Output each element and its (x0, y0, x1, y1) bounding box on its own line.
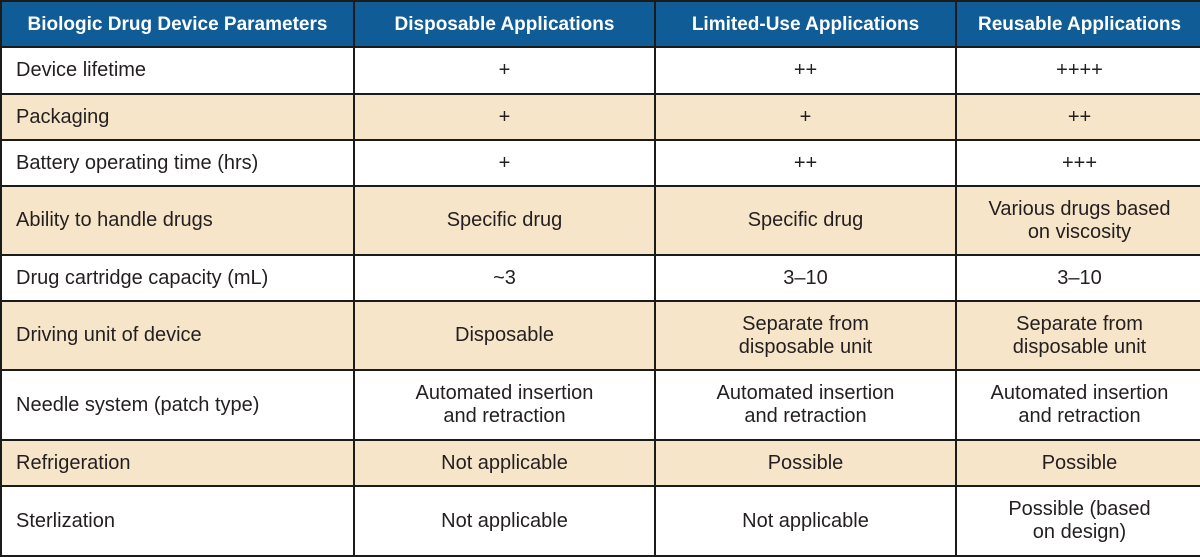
table-cell: 3–10 (957, 256, 1200, 300)
header-disposable: Disposable Applications (355, 2, 654, 46)
table-cell: ++ (957, 95, 1200, 139)
table-cell: 3–10 (656, 256, 955, 300)
table-cell: Automated insertion and retraction (957, 371, 1200, 439)
row-label: Battery operating time (hrs) (2, 141, 353, 185)
header-parameters: Biologic Drug Device Parameters (2, 2, 353, 46)
row-label: Device lifetime (2, 48, 353, 93)
table-cell: + (355, 141, 654, 185)
table-cell: Not applicable (355, 441, 654, 485)
row-label: Needle system (patch type) (2, 371, 353, 439)
table-cell: Not applicable (355, 487, 654, 555)
table-cell: Separate from disposable unit (656, 302, 955, 369)
table-cell: Possible (957, 441, 1200, 485)
table-cell: Automated insertion and retraction (355, 371, 654, 439)
row-label: Ability to handle drugs (2, 187, 353, 254)
row-label: Refrigeration (2, 441, 353, 485)
table-cell: ~3 (355, 256, 654, 300)
table-cell: Not applicable (656, 487, 955, 555)
table-cell: Automated insertion and retraction (656, 371, 955, 439)
table-cell: Possible (656, 441, 955, 485)
row-label: Sterlization (2, 487, 353, 555)
table-cell: ++ (656, 48, 955, 93)
table-cell: Specific drug (656, 187, 955, 254)
table-cell: ++ (656, 141, 955, 185)
row-label: Packaging (2, 95, 353, 139)
table-cell: Possible (based on design) (957, 487, 1200, 555)
table-cell: Separate from disposable unit (957, 302, 1200, 369)
row-label: Drug cartridge capacity (mL) (2, 256, 353, 300)
header-limited-use: Limited-Use Applications (656, 2, 955, 46)
row-label: Driving unit of device (2, 302, 353, 369)
table-cell: +++ (957, 141, 1200, 185)
table-cell: Disposable (355, 302, 654, 369)
table-cell: + (355, 95, 654, 139)
table-cell: Specific drug (355, 187, 654, 254)
table-cell: Various drugs based on viscosity (957, 187, 1200, 254)
table-cell: + (656, 95, 955, 139)
header-reusable: Reusable Applications (957, 2, 1200, 46)
table-cell: + (355, 48, 654, 93)
table-cell: ++++ (957, 48, 1200, 93)
